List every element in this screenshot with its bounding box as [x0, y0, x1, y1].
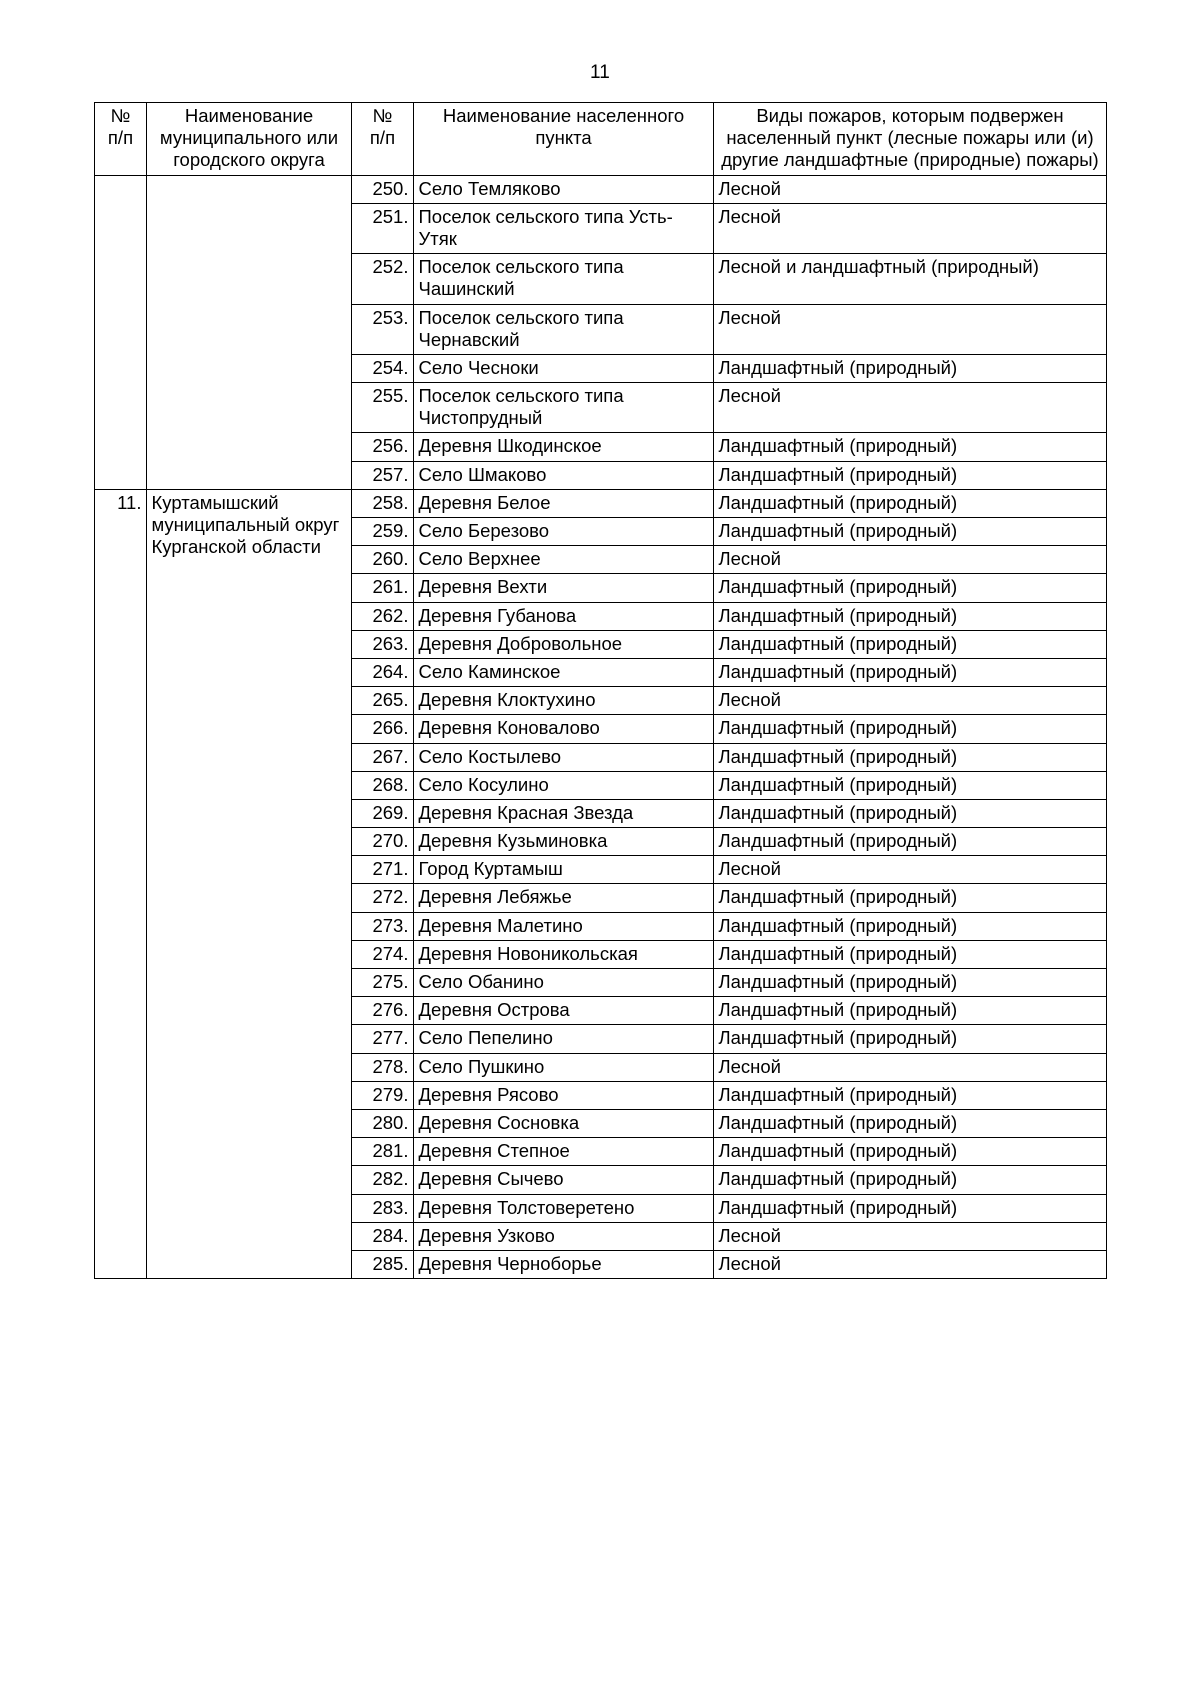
- settlement-number-cell: 253.: [351, 304, 413, 354]
- settlement-name-cell: Поселок сельского типа Усть-Утяк: [413, 203, 713, 253]
- settlement-number-cell: 262.: [351, 602, 413, 630]
- fire-type-cell: Лесной: [713, 1053, 1106, 1081]
- settlements-table: [94, 102, 1107, 1279]
- settlement-name-cell: Село Каминское: [413, 658, 713, 686]
- settlement-name-cell: Деревня Рясово: [413, 1081, 713, 1109]
- settlement-number-cell: 268.: [351, 771, 413, 799]
- settlement-number-cell: 265.: [351, 687, 413, 715]
- fire-type-cell: Лесной: [713, 175, 1106, 203]
- group-index-cell: [94, 175, 146, 489]
- settlement-number-cell: 281.: [351, 1138, 413, 1166]
- municipality-cell: [146, 175, 351, 489]
- fire-type-cell: Лесной: [713, 203, 1106, 253]
- fire-type-cell: Ландшафтный (природный): [713, 969, 1106, 997]
- settlement-number-cell: 275.: [351, 969, 413, 997]
- settlement-number-cell: 261.: [351, 574, 413, 602]
- fire-type-cell: Ландшафтный (природный): [713, 574, 1106, 602]
- settlement-number-cell: 285.: [351, 1250, 413, 1278]
- settlement-number-cell: 273.: [351, 912, 413, 940]
- settlement-number-cell: 251.: [351, 203, 413, 253]
- settlement-name-cell: Деревня Новоникольская: [413, 940, 713, 968]
- settlement-name-cell: Поселок сельского типа Чистопрудный: [413, 383, 713, 433]
- fire-type-cell: Ландшафтный (природный): [713, 658, 1106, 686]
- settlement-number-cell: 283.: [351, 1194, 413, 1222]
- settlement-name-cell: Деревня Узково: [413, 1222, 713, 1250]
- settlement-name-cell: Село Чесноки: [413, 354, 713, 382]
- settlement-number-cell: 266.: [351, 715, 413, 743]
- settlement-name-cell: Поселок сельского типа Чашинский: [413, 254, 713, 304]
- settlement-name-cell: Деревня Шкодинское: [413, 433, 713, 461]
- table-body: [94, 175, 1106, 1279]
- header-settlement-number-line1: №: [372, 105, 393, 126]
- settlement-number-cell: 263.: [351, 630, 413, 658]
- settlement-name-cell: Деревня Клоктухино: [413, 687, 713, 715]
- table-header: [94, 103, 1106, 176]
- settlement-number-cell: 254.: [351, 354, 413, 382]
- settlement-number-cell: 260.: [351, 546, 413, 574]
- settlement-number-cell: 252.: [351, 254, 413, 304]
- settlement-number-cell: 279.: [351, 1081, 413, 1109]
- settlement-name-cell: Деревня Кузьминовка: [413, 828, 713, 856]
- settlement-number-cell: 270.: [351, 828, 413, 856]
- settlement-name-cell: Деревня Красная Звезда: [413, 799, 713, 827]
- settlement-number-cell: 276.: [351, 997, 413, 1025]
- fire-type-cell: Ландшафтный (природный): [713, 354, 1106, 382]
- settlement-name-cell: Деревня Степное: [413, 1138, 713, 1166]
- fire-type-cell: Лесной: [713, 1222, 1106, 1250]
- header-municipality: Наименование муниципального или городского округа: [146, 103, 351, 176]
- settlement-name-cell: Деревня Толстоверетено: [413, 1194, 713, 1222]
- page-number: 11: [589, 62, 611, 83]
- fire-type-cell: Лесной: [713, 856, 1106, 884]
- settlement-name-cell: Деревня Губанова: [413, 602, 713, 630]
- settlement-name-cell: Деревня Сычево: [413, 1166, 713, 1194]
- settlement-number-cell: 278.: [351, 1053, 413, 1081]
- header-settlement-number: [351, 103, 413, 176]
- settlement-number-cell: 277.: [351, 1025, 413, 1053]
- settlement-name-cell: Село Костылево: [413, 743, 713, 771]
- settlement-number-cell: 274.: [351, 940, 413, 968]
- fire-type-cell: Ландшафтный (природный): [713, 997, 1106, 1025]
- settlement-name-cell: Деревня Коновалово: [413, 715, 713, 743]
- settlement-number-cell: 272.: [351, 884, 413, 912]
- settlement-name-cell: Село Шмаково: [413, 461, 713, 489]
- header-index-number-line1: №: [110, 105, 131, 126]
- settlement-name-cell: Село Обанино: [413, 969, 713, 997]
- header-settlement-number-line2: п/п: [369, 127, 396, 149]
- fire-type-cell: Ландшафтный (природный): [713, 771, 1106, 799]
- settlement-number-cell: 271.: [351, 856, 413, 884]
- municipality-cell: Куртамышский муниципальный округ Курганской области: [146, 489, 351, 1278]
- settlement-name-cell: Деревня Лебяжье: [413, 884, 713, 912]
- fire-type-cell: Лесной: [713, 1250, 1106, 1278]
- header-index-number: [94, 103, 146, 176]
- fire-type-cell: Лесной: [713, 546, 1106, 574]
- header-settlement-name: Наименование населенного пункта: [413, 103, 713, 176]
- fire-type-cell: Ландшафтный (природный): [713, 518, 1106, 546]
- fire-type-cell: Ландшафтный (природный): [713, 602, 1106, 630]
- settlement-name-cell: Село Березово: [413, 518, 713, 546]
- fire-type-cell: Ландшафтный (природный): [713, 1025, 1106, 1053]
- settlement-name-cell: Село Пепелино: [413, 1025, 713, 1053]
- settlement-name-cell: Поселок сельского типа Чернавский: [413, 304, 713, 354]
- settlement-name-cell: Деревня Острова: [413, 997, 713, 1025]
- settlement-number-cell: 284.: [351, 1222, 413, 1250]
- settlement-number-cell: 280.: [351, 1109, 413, 1137]
- settlement-number-cell: 257.: [351, 461, 413, 489]
- header-fire-types: Виды пожаров, которым подвержен населенный пункт (лесные пожары или (и) другие ландшафтные (природные) пожары): [713, 103, 1106, 176]
- fire-type-cell: Ландшафтный (природный): [713, 489, 1106, 517]
- fire-type-cell: Лесной: [713, 304, 1106, 354]
- table-header-row: [94, 103, 1106, 176]
- settlement-number-cell: 282.: [351, 1166, 413, 1194]
- fire-type-cell: Ландшафтный (природный): [713, 1138, 1106, 1166]
- settlement-number-cell: 256.: [351, 433, 413, 461]
- fire-type-cell: Ландшафтный (природный): [713, 1166, 1106, 1194]
- fire-type-cell: Ландшафтный (природный): [713, 743, 1106, 771]
- settlement-name-cell: Село Косулино: [413, 771, 713, 799]
- settlement-name-cell: Село Пушкино: [413, 1053, 713, 1081]
- settlement-name-cell: Деревня Белое: [413, 489, 713, 517]
- settlement-number-cell: 267.: [351, 743, 413, 771]
- fire-type-cell: Ландшафтный (природный): [713, 461, 1106, 489]
- fire-type-cell: Ландшафтный (природный): [713, 912, 1106, 940]
- table-row: [94, 175, 1106, 203]
- settlement-number-cell: 250.: [351, 175, 413, 203]
- settlement-number-cell: 258.: [351, 489, 413, 517]
- fire-type-cell: Ландшафтный (природный): [713, 1109, 1106, 1137]
- fire-type-cell: Лесной: [713, 687, 1106, 715]
- settlement-name-cell: Деревня Сосновка: [413, 1109, 713, 1137]
- settlement-name-cell: Город Куртамыш: [413, 856, 713, 884]
- settlement-number-cell: 264.: [351, 658, 413, 686]
- fire-type-cell: Ландшафтный (природный): [713, 630, 1106, 658]
- fire-type-cell: Ландшафтный (природный): [713, 940, 1106, 968]
- settlement-name-cell: Деревня Добровольное: [413, 630, 713, 658]
- settlement-name-cell: Деревня Вехти: [413, 574, 713, 602]
- group-index-cell: 11.: [94, 489, 146, 1278]
- settlement-number-cell: 255.: [351, 383, 413, 433]
- fire-type-cell: Ландшафтный (природный): [713, 828, 1106, 856]
- fire-type-cell: Лесной: [713, 383, 1106, 433]
- settlement-number-cell: 269.: [351, 799, 413, 827]
- settlement-name-cell: Деревня Черноборье: [413, 1250, 713, 1278]
- settlement-name-cell: Село Верхнее: [413, 546, 713, 574]
- settlement-number-cell: 259.: [351, 518, 413, 546]
- fire-type-cell: Ландшафтный (природный): [713, 884, 1106, 912]
- settlement-name-cell: Деревня Малетино: [413, 912, 713, 940]
- fire-type-cell: Ландшафтный (природный): [713, 433, 1106, 461]
- settlement-name-cell: Село Темляково: [413, 175, 713, 203]
- header-index-number-line2: п/п: [107, 127, 134, 149]
- fire-type-cell: Ландшафтный (природный): [713, 1194, 1106, 1222]
- fire-type-cell: Ландшафтный (природный): [713, 715, 1106, 743]
- fire-type-cell: Ландшафтный (природный): [713, 799, 1106, 827]
- fire-type-cell: Лесной и ландшафтный (природный): [713, 254, 1106, 304]
- fire-type-cell: Ландшафтный (природный): [713, 1081, 1106, 1109]
- table-row: [94, 489, 1106, 517]
